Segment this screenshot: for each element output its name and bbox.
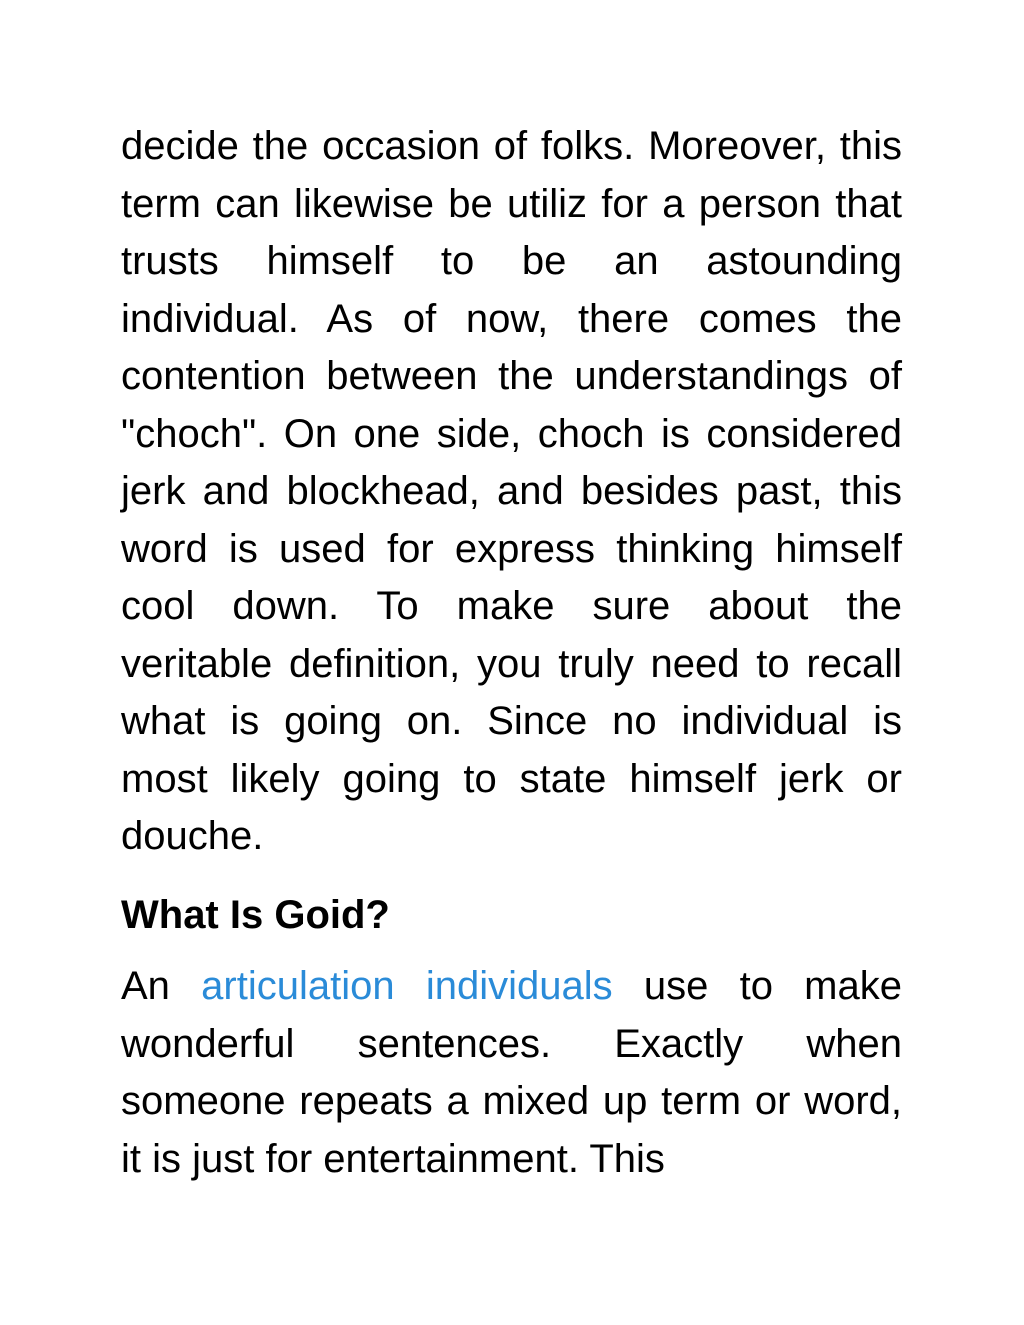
articulation-individuals-link[interactable]: articulation individuals xyxy=(201,964,613,1008)
body-paragraph-with-link xyxy=(121,958,902,1188)
document-page xyxy=(121,118,902,1188)
body-paragraph: decide the occasion of folks. Moreover, this term can likewise be utiliz for a person that trusts himself to be an astounding individual. As of now, there comes the contention between the understandings of "choch". On one side, choch is considered jerk and blockhead, and besides past, this word is used for express thinking himself cool down. To make sure about the veritable definition, you truly need to recall what is going on. Since no individual is most likely going to state himself jerk or douche. xyxy=(121,124,902,858)
paragraph-suffix: use to make wonderful sentences. Exactly when someone repeats a mixed up term or word, it is just for entertainment. This xyxy=(121,964,902,1181)
paragraph-prefix: An xyxy=(121,964,202,1008)
section-heading: What Is Goid? xyxy=(121,892,390,937)
